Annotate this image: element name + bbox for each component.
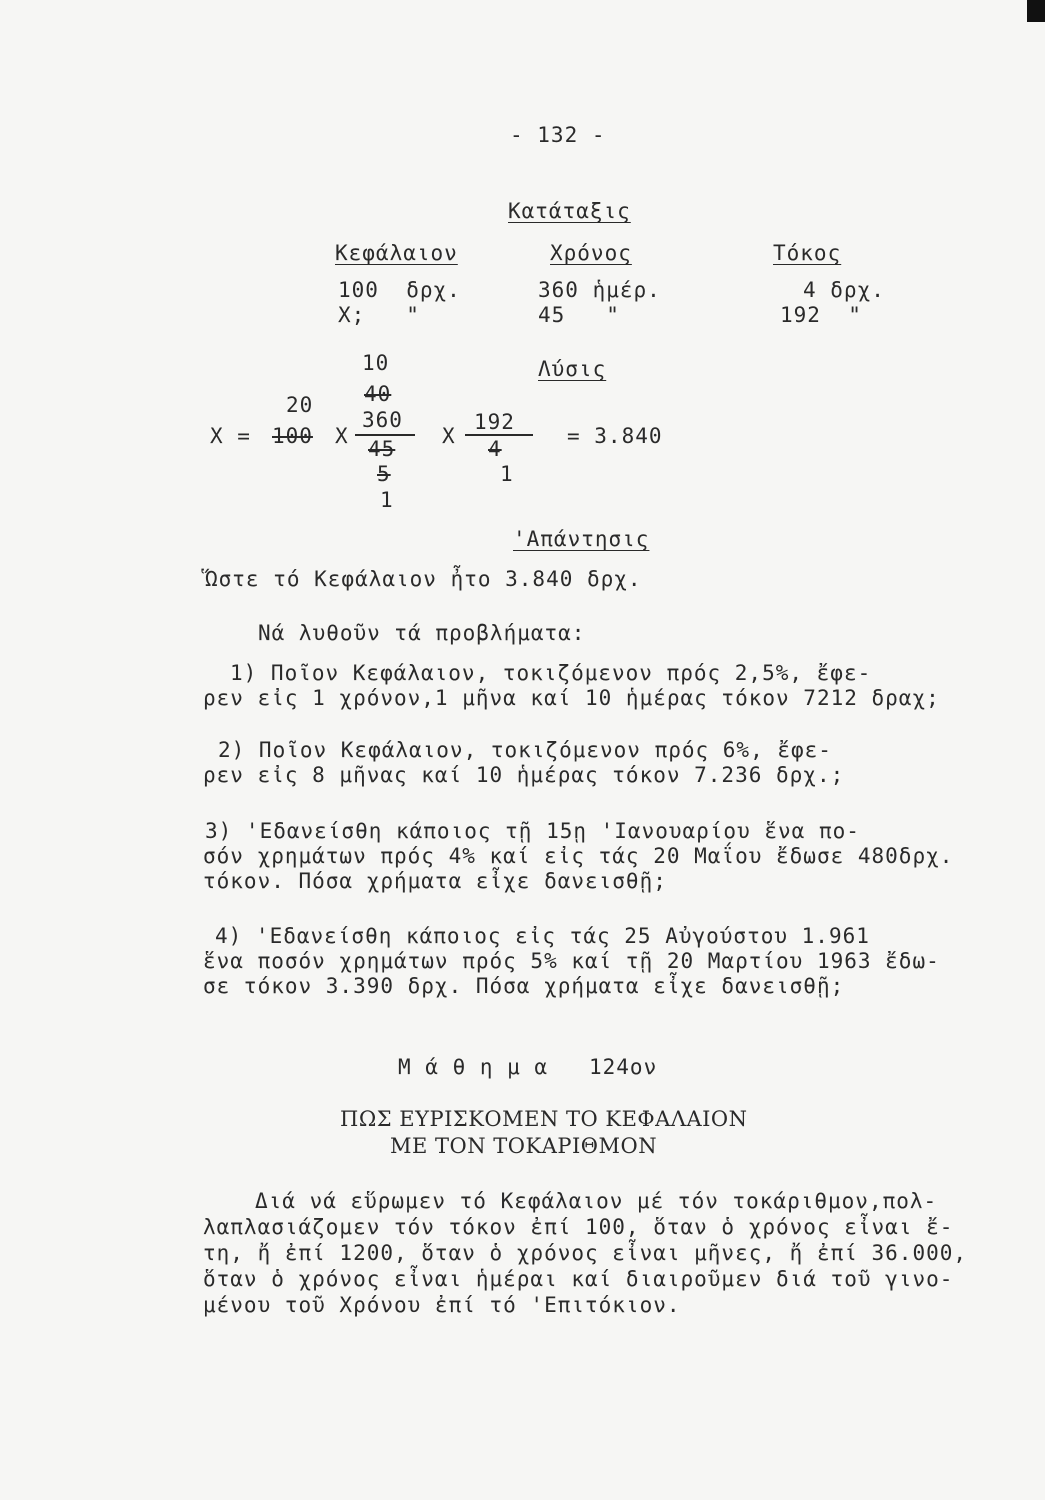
- problem-4-line-3: σε τόκον 3.390 δρχ. Πόσα χρήματα εἶχε δανεισθῇ;: [203, 974, 845, 998]
- f1-reduced: 20: [286, 393, 314, 417]
- operator-times-1: Χ: [335, 424, 349, 448]
- lesson-body-line-4: ὅταν ὁ χρόνος εἶναι ἡμέραι καί διαιροῦμεν διά τοῦ γινο-: [203, 1267, 954, 1291]
- problem-3-line-3: τόκον. Πόσα χρήματα εἶχε δανεισθῇ;: [203, 869, 667, 893]
- row1-capital: 100 δρχ.: [338, 278, 461, 302]
- lesson-body-line-1: Διά νά εὕρωμεν τό Κεφάλαιον μέ τόν τοκάριθμον,πολ-: [255, 1189, 938, 1213]
- page-number: - 132 -: [510, 123, 606, 147]
- f3-denominator-reduced: 1: [500, 462, 514, 486]
- operator-times-2: Χ: [442, 424, 456, 448]
- problem-4-line-1: 4) 'Εδανείσθη κάποιος εἰς τάς 25 Αὐγούστου 1.961: [215, 924, 870, 948]
- x-equals: Χ =: [210, 424, 251, 448]
- f2-reduced-top2: 10: [362, 351, 390, 375]
- solution-title: Λύσις: [538, 357, 607, 381]
- f2-denominator: 45: [368, 437, 396, 461]
- f2-denominator-reduced: 5: [377, 462, 391, 486]
- problem-2-line-1: 2) Ποῖον Κεφάλαιον, τοκιζόμενον πρός 6%, ἔφε-: [218, 738, 832, 762]
- row2-capital: Χ; ": [338, 303, 420, 327]
- f2-denominator-final: 1: [380, 488, 394, 512]
- f2-numerator: 360: [362, 408, 403, 432]
- problem-4-line-2: ἕνα ποσόν χρημάτων πρός 5% καί τῇ 20 Μαρτίου 1963 ἔδω-: [203, 949, 940, 973]
- result: = 3.840: [567, 424, 663, 448]
- f3-numerator: 192: [474, 410, 515, 434]
- problem-3-line-2: σόν χρημάτων πρός 4% καί εἰς τάς 20 Μαΐου ἔδωσε 480δρχ.: [203, 844, 954, 868]
- f1-original: 100: [272, 424, 313, 448]
- answer-title: 'Απάντησις: [513, 527, 650, 551]
- problem-3-line-1: 3) 'Εδανείσθη κάποιος τῇ 15ῃ 'Ιανουαρίου ἕνα πο-: [205, 819, 860, 843]
- problem-1-line-1: 1) Ποῖον Κεφάλαιον, τοκιζόμενον πρός 2,5%, ἔφε-: [230, 661, 872, 685]
- lesson-body-line-3: τη, ἤ ἐπί 1200, ὅταν ὁ χρόνος εἶναι μῆνες, ἤ ἐπί 36.000,: [203, 1241, 968, 1265]
- lesson-title: Μ ά θ η μ α 124ον: [398, 1055, 658, 1079]
- f2-reduced-top1: 40: [364, 382, 392, 406]
- problem-1-line-2: ρεν εἰς 1 χρόνον,1 μῆνα καί 10 ἡμέρας τόκον 7212 δραχ;: [203, 686, 940, 710]
- f3-denominator: 4: [488, 437, 502, 461]
- header-capital: Κεφάλαιον: [335, 241, 458, 265]
- lesson-heading-line-2: ΜΕ ΤΟΝ ΤΟΚΑΡΙΘΜΟΝ: [390, 1134, 658, 1158]
- row2-time: 45 ": [538, 303, 620, 327]
- row2-interest: 192 ": [780, 303, 862, 327]
- lesson-heading-line-1: ΠΩΣ ΕΥΡΙΣΚΟΜΕΝ ΤΟ ΚΕΦΑΛΑΙΟΝ: [340, 1107, 748, 1131]
- row1-time: 360 ἡμέρ.: [538, 278, 661, 302]
- scan-corner-mark: [1027, 0, 1045, 22]
- problems-intro: Νά λυθοῦν τά προβλήματα:: [258, 621, 586, 645]
- row1-interest: 4 δρχ.: [803, 278, 885, 302]
- classification-title: Κατάταξις: [508, 199, 631, 223]
- problem-2-line-2: ρεν εἰς 8 μῆνας καί 10 ἡμέρας τόκον 7.236 δρχ.;: [203, 763, 845, 787]
- lesson-body-line-5: μένου τοῦ Χρόνου ἐπί τό 'Επιτόκιον.: [203, 1293, 681, 1317]
- header-interest: Τόκος: [773, 241, 842, 265]
- lesson-body-line-2: λαπλασιάζομεν τόν τόκον ἐπί 100, ὅταν ὁ χρόνος εἶναι ἔ-: [203, 1215, 954, 1239]
- header-time: Χρόνος: [550, 241, 632, 265]
- answer-text: Ὥστε τό Κεφάλαιον ἦτο 3.840 δρχ.: [205, 567, 642, 591]
